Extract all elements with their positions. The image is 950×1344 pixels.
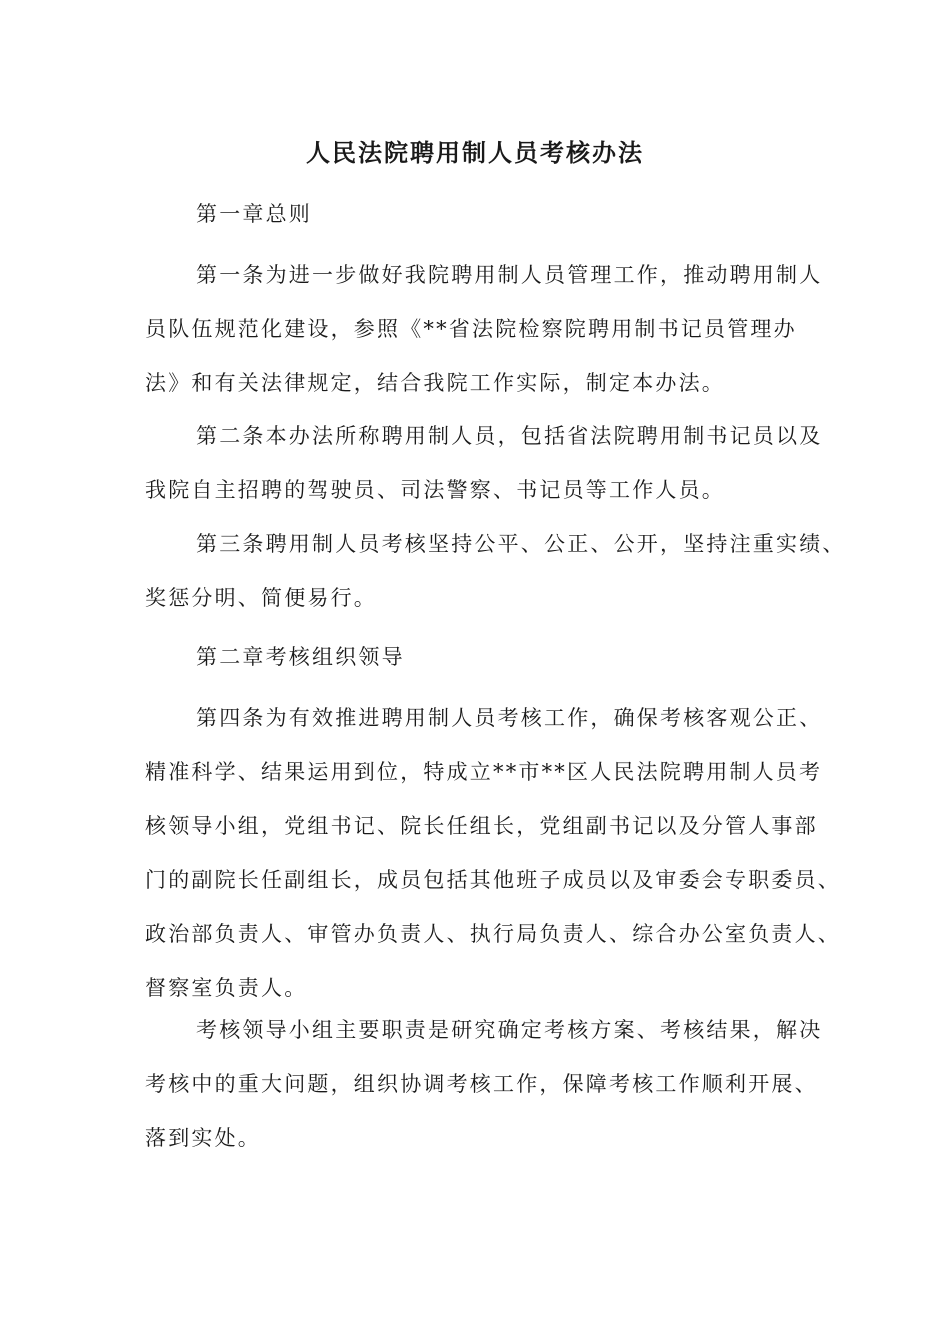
article-3 <box>145 517 846 625</box>
chapter-heading-1 <box>145 187 810 241</box>
document-title: 人民法院聘用制人员考核办法 <box>306 138 644 167</box>
article-4 <box>145 691 841 1015</box>
text-line: 第二条本办法所称聘用制人员，包括省法院聘用制书记员以及 <box>196 424 823 448</box>
text-line: 第三条聘用制人员考核坚持公平、公正、公开，坚持注重实绩、 <box>196 532 846 556</box>
text-line: 考核领导小组主要职责是研究确定考核方案、考核结果，解决 <box>196 1018 823 1042</box>
text-line: 督察室负责人。 <box>145 976 308 1000</box>
text-line: 精准科学、结果运用到位，特成立**市**区人民法院聘用制人员考 <box>145 760 823 784</box>
text-line: 落到实处。 <box>145 1126 261 1150</box>
text-line: 政治部负责人、审管办负责人、执行局负责人、综合办公室负责人、 <box>145 922 841 946</box>
text-line: 员队伍规范化建设，参照《**省法院检察院聘用制书记员管理办 <box>145 317 797 341</box>
text-line: 核领导小组，党组书记、院长任组长，党组副书记以及分管人事部 <box>145 814 818 838</box>
text-line: 第一章总则 <box>196 202 312 226</box>
text-line: 我院自主招聘的驾驶员、司法警察、书记员等工作人员。 <box>145 478 725 502</box>
article-2 <box>145 409 823 517</box>
text-line: 第四条为有效推进聘用制人员考核工作，确保考核客观公正、 <box>196 706 823 730</box>
chapter-heading-2 <box>145 630 810 684</box>
text-line: 法》和有关法律规定，结合我院工作实际，制定本办法。 <box>145 371 725 395</box>
article-1 <box>145 248 823 410</box>
text-line: 第一条为进一步做好我院聘用制人员管理工作，推动聘用制人 <box>196 263 823 287</box>
text-line: 考核中的重大问题，组织协调考核工作，保障考核工作顺利开展、 <box>145 1072 818 1096</box>
leadership-duties-paragraph <box>145 1003 823 1165</box>
text-line: 第二章考核组织领导 <box>196 645 405 669</box>
text-line: 奖惩分明、简便易行。 <box>145 586 377 610</box>
text-line: 门的副院长任副组长，成员包括其他班子成员以及审委会专职委员、 <box>145 868 841 892</box>
